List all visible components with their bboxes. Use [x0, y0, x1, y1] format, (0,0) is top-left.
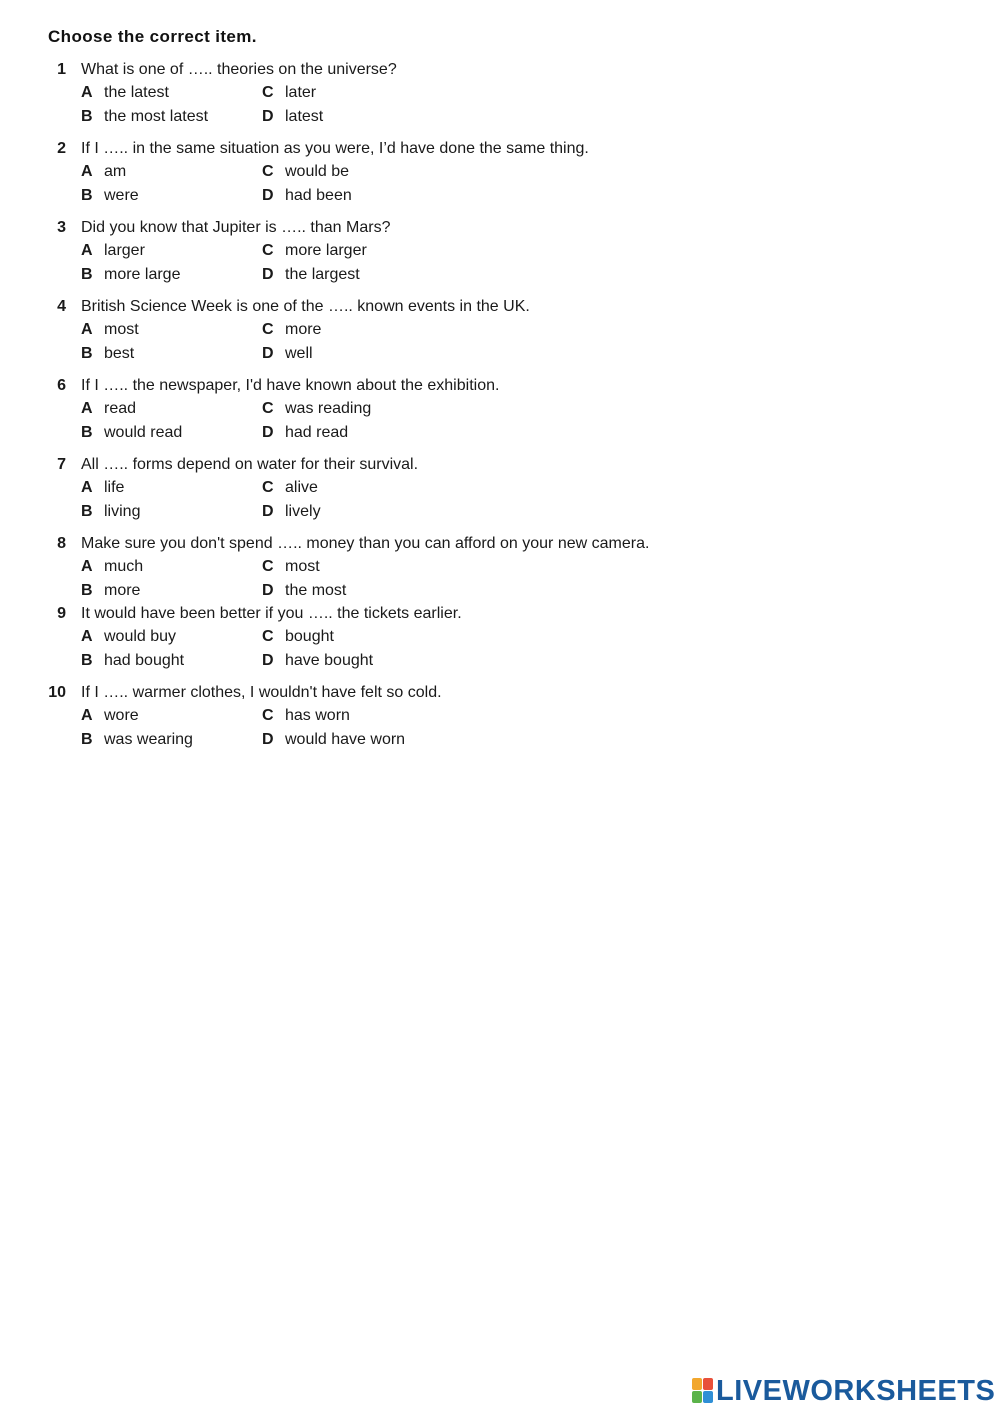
option-letter: C: [262, 479, 274, 496]
option-text: have bought: [285, 652, 374, 669]
option-letter: C: [262, 242, 274, 259]
option-letter: C: [262, 163, 274, 180]
option-letter: A: [81, 163, 93, 180]
option-text: most: [285, 558, 320, 575]
option-letter: A: [81, 479, 93, 496]
option-text: best: [104, 345, 135, 362]
option-text: alive: [285, 479, 318, 496]
option-text: would have worn: [285, 731, 406, 748]
option-letter: B: [81, 731, 93, 748]
question-number: 9: [57, 605, 66, 622]
option-text: has worn: [285, 707, 350, 724]
option-text: would buy: [104, 628, 177, 645]
option-text: read: [104, 400, 137, 417]
option-letter: A: [81, 242, 93, 259]
option-letter: B: [81, 652, 93, 669]
question-text: Did you know that Jupiter is ….. than Mars?: [81, 219, 391, 236]
option-text: latest: [285, 108, 324, 125]
option-letter: C: [262, 628, 274, 645]
option-text: would be: [285, 163, 350, 180]
liveworksheets-logo-icon: [692, 1378, 714, 1404]
option-letter: B: [81, 503, 93, 520]
option-letter: D: [262, 108, 274, 125]
option-letter: D: [262, 266, 274, 283]
option-text: the latest: [104, 84, 169, 101]
option-text: was reading: [285, 400, 372, 417]
option-text: life: [104, 479, 125, 496]
option-letter: C: [262, 558, 274, 575]
option-text: more: [104, 582, 141, 599]
option-text: the most latest: [104, 108, 209, 125]
question-text: If I ….. in the same situation as you were, I’d have done the same thing.: [81, 140, 589, 157]
instruction-heading: Choose the correct item.: [48, 27, 257, 46]
option-letter: D: [262, 731, 274, 748]
option-text: were: [104, 187, 139, 204]
option-letter: B: [81, 424, 93, 441]
option-letter: B: [81, 266, 93, 283]
question-number: 2: [57, 140, 66, 157]
option-text: living: [104, 503, 141, 520]
question-text: British Science Week is one of the ….. known events in the UK.: [81, 298, 530, 315]
option-letter: D: [262, 652, 274, 669]
question-number: 3: [57, 219, 66, 236]
option-letter: A: [81, 628, 93, 645]
option-letter: A: [81, 707, 93, 724]
option-letter: D: [262, 503, 274, 520]
liveworksheets-logo[interactable]: [692, 1374, 995, 1408]
question-number: 8: [57, 535, 66, 552]
option-text: would read: [104, 424, 183, 441]
option-text: larger: [104, 242, 145, 259]
option-text: lively: [285, 503, 321, 520]
option-text: later: [285, 84, 317, 101]
option-letter: D: [262, 345, 274, 362]
question-number: 10: [48, 684, 66, 701]
option-letter: C: [262, 400, 274, 417]
option-text: more: [285, 321, 322, 338]
option-letter: D: [262, 582, 274, 599]
question-number: 6: [57, 377, 66, 394]
question-number: 4: [57, 298, 66, 315]
question-text: What is one of ….. theories on the universe?: [81, 61, 397, 78]
option-letter: A: [81, 84, 93, 101]
option-text: the largest: [285, 266, 360, 283]
question-text: All ….. forms depend on water for their survival.: [81, 456, 419, 473]
question-number: 7: [57, 456, 66, 473]
option-letter: D: [262, 424, 274, 441]
option-letter: C: [262, 321, 274, 338]
question-number: 1: [57, 61, 66, 78]
question-text: If I ….. warmer clothes, I wouldn't have felt so cold.: [81, 684, 442, 701]
option-text: the most: [285, 582, 347, 599]
question-text: It would have been better if you ….. the tickets earlier.: [81, 605, 462, 622]
option-letter: B: [81, 187, 93, 204]
option-letter: C: [262, 707, 274, 724]
option-text: wore: [104, 707, 139, 724]
option-text: well: [285, 345, 313, 362]
option-letter: A: [81, 558, 93, 575]
option-letter: B: [81, 582, 93, 599]
option-text: am: [104, 163, 127, 180]
option-letter: B: [81, 108, 93, 125]
option-text: more larger: [285, 242, 367, 259]
option-letter: A: [81, 400, 93, 417]
option-text: bought: [285, 628, 334, 645]
option-text: had bought: [104, 652, 185, 669]
option-letter: C: [262, 84, 274, 101]
option-letter: D: [262, 187, 274, 204]
option-letter: A: [81, 321, 93, 338]
question-text: If I ….. the newspaper, I'd have known about the exhibition.: [81, 377, 500, 394]
logo-wordmark: LIVEWORKSHEETS: [716, 1374, 996, 1407]
option-text: more large: [104, 266, 181, 283]
option-text: most: [104, 321, 139, 338]
option-text: much: [104, 558, 144, 575]
option-text: had read: [285, 424, 349, 441]
option-letter: B: [81, 345, 93, 362]
option-text: had been: [285, 187, 352, 204]
question-text: Make sure you don't spend ….. money than you can afford on your new camera.: [81, 535, 650, 552]
option-text: was wearing: [104, 731, 193, 748]
